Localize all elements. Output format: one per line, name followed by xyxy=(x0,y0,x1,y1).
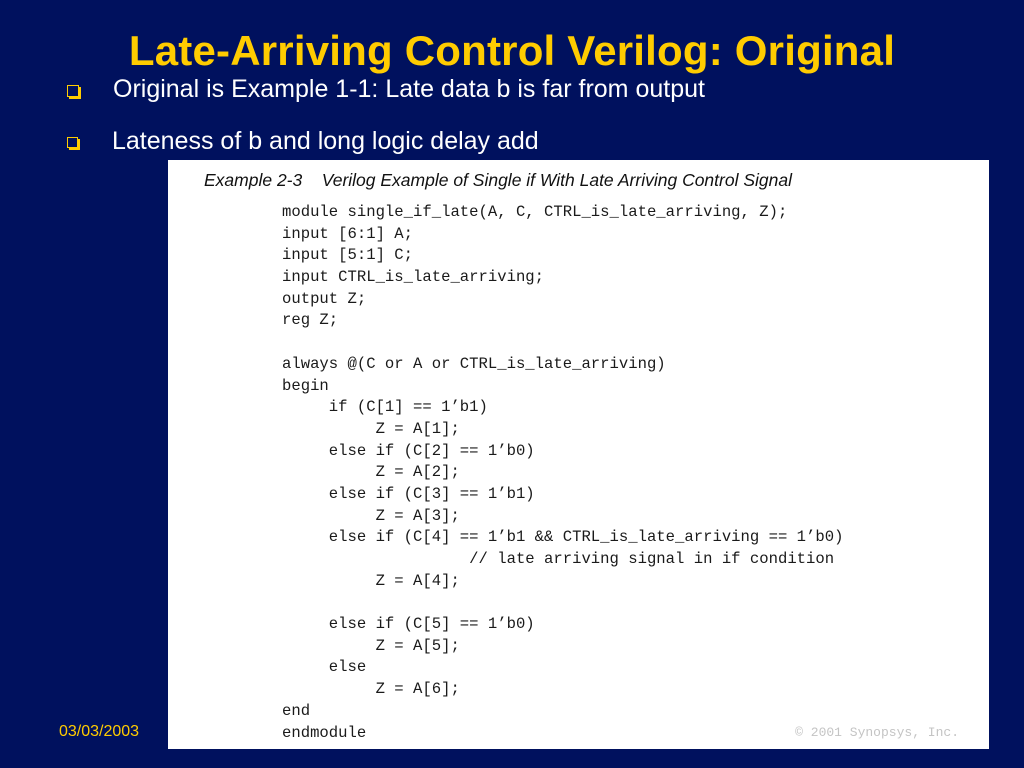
code-line: Z = A[4]; xyxy=(282,571,460,590)
code-line: Z = A[2]; xyxy=(282,463,460,482)
code-line: Z = A[1]; xyxy=(282,419,460,438)
slide-title: Late-Arriving Control Verilog: Original xyxy=(128,27,896,74)
code-block xyxy=(282,202,843,744)
hollow-square-bullet-icon xyxy=(67,85,79,97)
code-line: Z = A[5]; xyxy=(282,636,460,655)
code-line: always @(C or A or CTRL_is_late_arriving) xyxy=(282,354,666,373)
code-line: reg Z; xyxy=(282,311,339,330)
code-line: input [5:1] C; xyxy=(282,246,414,265)
code-line: module single_if_late(A, C, CTRL_is_late_arriving, Z); xyxy=(282,203,788,221)
code-line: Z = A[6]; xyxy=(282,680,460,699)
code-line: else if (C[2] == 1’b0) xyxy=(282,441,535,460)
code-line xyxy=(282,592,843,614)
code-line: if (C[1] == 1’b1) xyxy=(282,398,488,417)
code-line: Z = A[3]; xyxy=(282,506,460,525)
code-line: else xyxy=(282,658,367,677)
code-line: output Z; xyxy=(282,289,367,308)
code-line: else if (C[4] == 1’b1 && CTRL_is_late_arriving == 1’b0) xyxy=(282,528,844,547)
code-line: input [6:1] A; xyxy=(282,224,414,243)
hollow-square-bullet-icon xyxy=(67,137,78,148)
code-line: else if (C[3] == 1’b1) xyxy=(282,484,535,503)
bullet-item-2: Lateness of b and long logic delay add xyxy=(112,127,539,155)
code-figure xyxy=(168,160,989,749)
code-line: begin xyxy=(282,376,329,395)
bullet-item-1: Original is Example 1-1: Late data b is far from output xyxy=(113,75,705,103)
code-line: endmodule xyxy=(282,723,367,742)
slide-date: 03/03/2003 xyxy=(59,723,140,740)
figure-caption: Example 2-3 Verilog Example of Single if With Late Arriving Control Signal xyxy=(204,170,792,190)
code-line: else if (C[5] == 1’b0) xyxy=(282,615,535,634)
code-line: end xyxy=(282,701,311,720)
copyright-watermark: © 2001 Synopsys, Inc. xyxy=(795,725,959,740)
code-line: // late arriving signal in if condition xyxy=(282,550,835,568)
code-line: input CTRL_is_late_arriving; xyxy=(282,268,545,287)
code-line xyxy=(282,332,843,354)
